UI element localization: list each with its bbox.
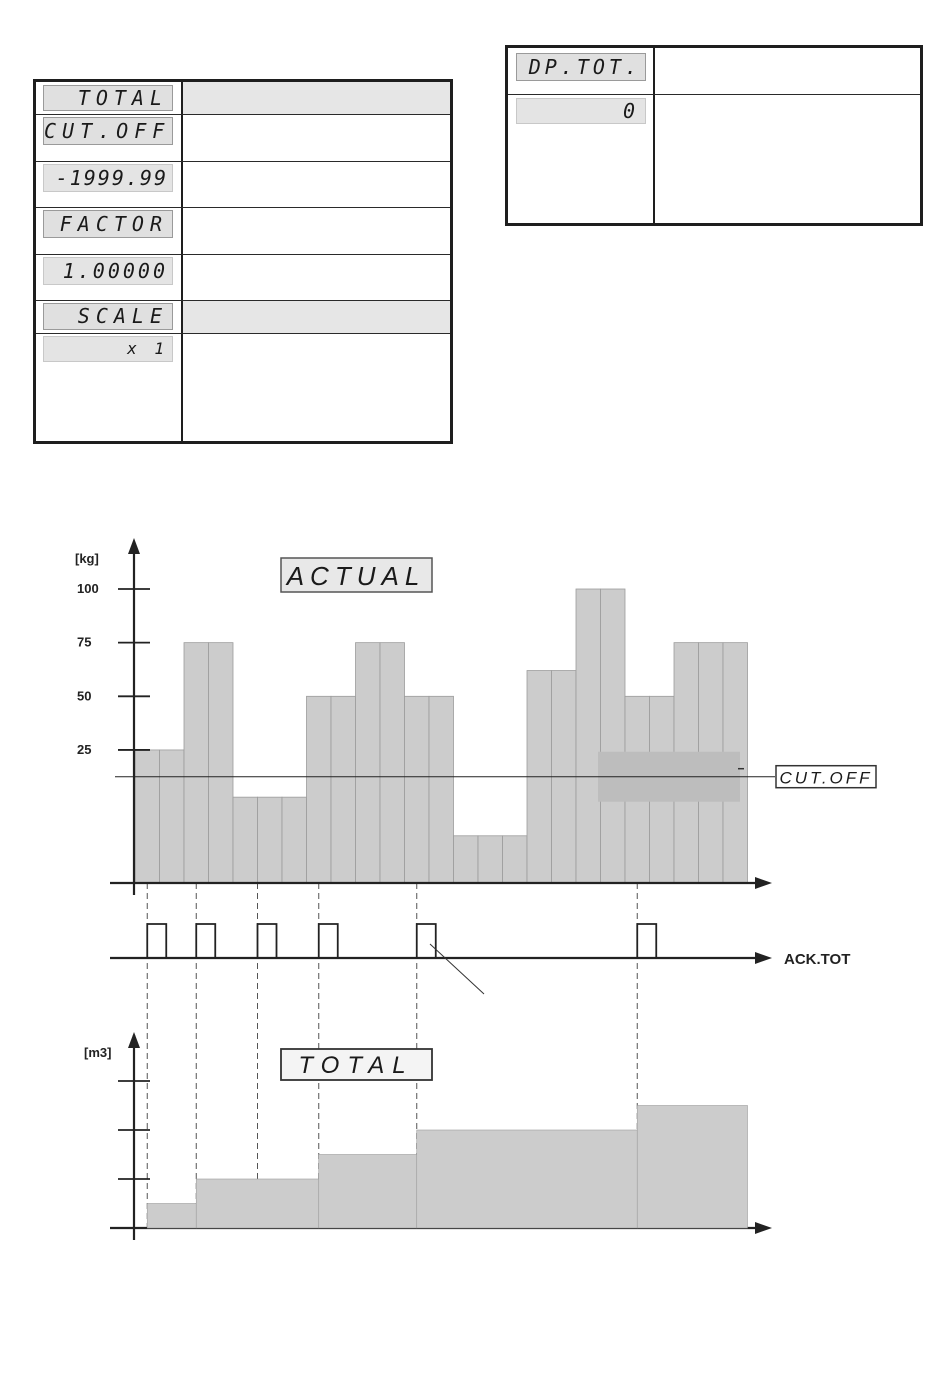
actual-bar xyxy=(380,643,405,883)
ack-pulse xyxy=(196,924,215,958)
actual-bar xyxy=(209,643,234,883)
row-description xyxy=(183,301,450,333)
actual-bars xyxy=(115,589,775,883)
actual-title: ACTUAL xyxy=(286,561,426,591)
total-step xyxy=(637,1106,747,1229)
x-axis-arrow xyxy=(755,877,772,889)
table-row-total xyxy=(36,82,450,115)
totalizer-timing-diagram xyxy=(0,520,950,1300)
table-row-factor xyxy=(36,208,450,255)
y-tick-label: 25 xyxy=(77,741,92,757)
total-step xyxy=(196,1179,319,1228)
cutoff-tag: CUT.OFF xyxy=(779,768,873,788)
actual-bar xyxy=(282,797,307,883)
table-row-scale xyxy=(36,301,450,334)
lcd-total: TOTAL xyxy=(43,85,173,111)
total-title: TOTAL xyxy=(298,1052,414,1079)
row-description xyxy=(183,82,450,114)
ack-tot-label: ACK.TOT xyxy=(784,951,851,968)
total-step xyxy=(417,1130,638,1228)
table-row-dptot-value xyxy=(508,95,920,223)
actual-bar xyxy=(576,589,601,883)
actual-bar xyxy=(160,750,185,883)
total-y-arrow xyxy=(128,1032,140,1048)
table-row-factor-value xyxy=(36,255,450,301)
actual-bar xyxy=(135,750,160,883)
lcd-dptot: DP.TOT. xyxy=(516,53,646,81)
actual-bar xyxy=(503,836,528,883)
ack-pulse xyxy=(637,924,656,958)
ack-pulse xyxy=(417,924,436,958)
pulse-pointer-line xyxy=(430,944,484,994)
ack-pulse xyxy=(258,924,277,958)
lcd-scale: SCALE xyxy=(43,303,173,330)
lcd-factor-value: 1.00000 xyxy=(43,257,173,285)
y-tick-label: 50 xyxy=(77,688,92,704)
actual-bar xyxy=(429,696,454,883)
m3-unit-label: [m3] xyxy=(84,1045,112,1060)
actual-bar xyxy=(307,696,332,883)
lcd-cutoff-value: -1999.99 xyxy=(43,164,173,192)
total-step xyxy=(319,1155,417,1229)
actual-bar xyxy=(356,643,381,883)
actual-bar xyxy=(233,797,258,883)
kg-unit-label: [kg] xyxy=(75,551,99,566)
ack-pulse xyxy=(319,924,338,958)
table-row-cutoff-value xyxy=(36,162,450,208)
total-steps xyxy=(147,1106,747,1229)
actual-bar xyxy=(478,836,503,883)
lcd-factor: FACTOR xyxy=(43,210,173,238)
table-row-dptot xyxy=(508,48,920,95)
total-menu-table xyxy=(33,79,453,444)
table-row-cutoff xyxy=(36,115,450,162)
ack-axis-arrow xyxy=(755,952,772,964)
total-x-arrow xyxy=(755,1222,772,1234)
actual-bar xyxy=(258,797,283,883)
table-row-scale-value xyxy=(36,334,450,441)
actual-bar xyxy=(405,696,430,883)
actual-bar xyxy=(184,643,209,883)
y-tick-label: 100 xyxy=(77,581,99,596)
dptot-menu-table xyxy=(505,45,923,226)
ack-pulse xyxy=(147,924,166,958)
total-step xyxy=(147,1204,196,1229)
y-tick-label: 75 xyxy=(77,634,92,650)
actual-bar xyxy=(331,696,356,883)
lcd-scale-value: x 1 xyxy=(43,336,173,362)
y-axis-arrow xyxy=(128,538,140,554)
actual-bar xyxy=(601,589,626,883)
lcd-cutoff: CUT.OFF xyxy=(43,117,173,145)
actual-bar xyxy=(454,836,479,883)
lcd-dptot-value: 0 xyxy=(516,98,646,124)
